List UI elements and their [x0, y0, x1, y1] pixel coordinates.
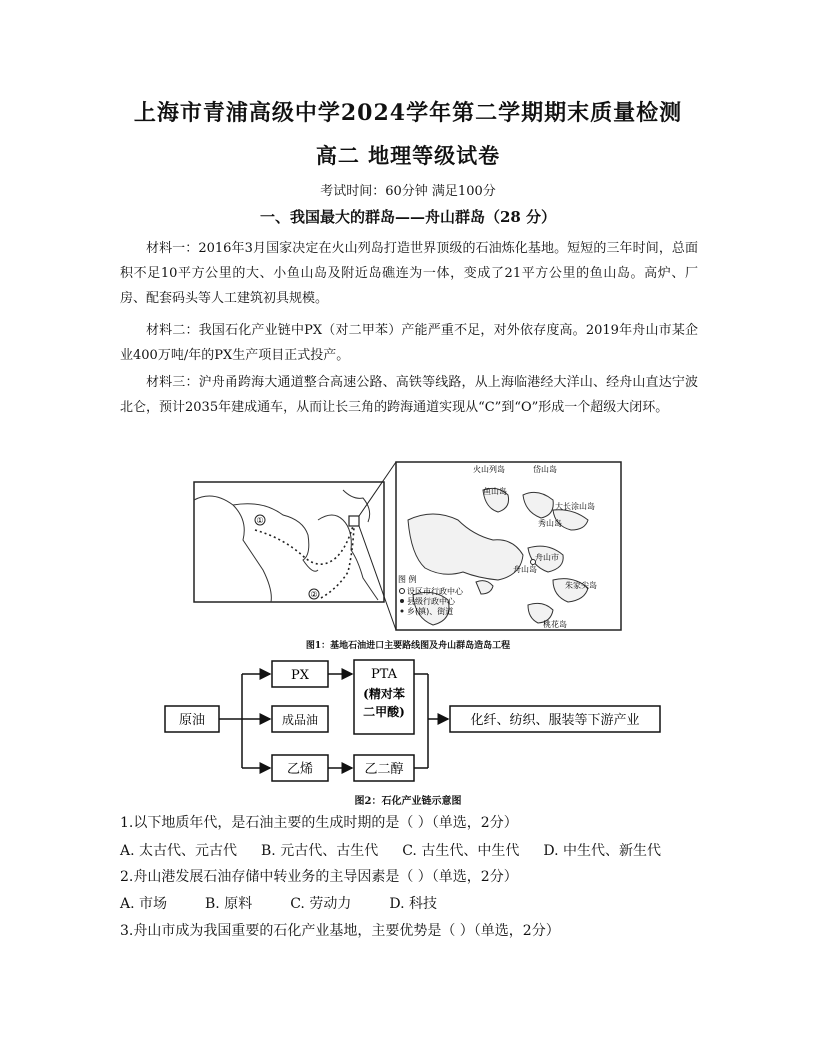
node-refined-oil: 成品油 [281, 713, 319, 727]
place-label: 舟山市 [535, 553, 559, 562]
place-label: 火山列岛 [473, 465, 505, 474]
option-c[interactable]: C. 古生代、中生代 [402, 843, 520, 859]
legend-title: 图 例 [398, 575, 417, 584]
exam-info: 考试时间：60分钟 满足100分 [320, 184, 496, 199]
legend-item: 县级行政中心 [407, 597, 455, 606]
place-label: 岱山岛 [533, 465, 557, 474]
section-heading: 一、我国最大的群岛——舟山群岛（28 分） [259, 208, 557, 226]
place-label: 舟山岛 [513, 565, 537, 574]
place-label: 大长涂山岛 [555, 502, 595, 511]
question-1-options [120, 840, 720, 860]
figure-2-flowchart [160, 652, 670, 788]
figure-1-caption: 图1：基地石油进口主要路线图及舟山群岛造岛工程 [305, 641, 511, 651]
place-label: 鱼山岛 [483, 487, 507, 496]
figure-2-caption: 图2：石化产业链示意图 [354, 796, 462, 807]
node-ethylene: 乙烯 [286, 762, 314, 777]
question-2: 2.舟山港发展石油存储中转业务的主导因素是（ ）（单选，2分） [120, 869, 518, 885]
exam-title: 上海市青浦高级中学2024学年第二学期期末质量检测 [133, 100, 683, 126]
node-pta-note: (精对苯 [363, 687, 405, 701]
material-2: 材料二：我国石化产业链中PX（对二甲苯）产能严重不足，对外依存度高。2019年舟山市某企业400万吨/年的PX生产项目正式投产。 [120, 323, 698, 363]
node-crude: 原油 [178, 713, 206, 728]
question-1: 1.以下地质年代，是石油主要的生成时期的是（ ）（单选，2分） [120, 815, 518, 831]
option-b[interactable]: B. 元古代、古生代 [261, 843, 379, 859]
route-label-1: ① [256, 516, 264, 525]
material-1: 材料一：2016年3月国家决定在火山列岛打造世界顶级的石油炼化基地。短短的三年时间，总面积不足10平方公里的大、小鱼山岛及附近岛礁连为一体，变成了21平方公里的鱼山岛。高炉、厂房、配套码头等人工建筑初具规模。 [120, 241, 698, 306]
node-pta-note-2: 二甲酸) [363, 705, 405, 719]
legend-item: 乡(镇)、街道 [407, 607, 454, 616]
place-label: 秀山岛 [538, 519, 562, 528]
node-downstream: 化纤、纺织、服装等下游产业 [470, 713, 640, 728]
option-b[interactable]: B. 原料 [205, 896, 253, 912]
route-label-2: ② [310, 590, 318, 599]
material-3: 材料三：沪舟甬跨海大通道整合高速公路、高铁等线路，从上海临港经大洋山、经舟山直达宁波北仑，预计2035年建成通车，从而让长三角的跨海通道实现从“C”到“O”形成一个超级大闭环。 [120, 375, 698, 415]
option-a[interactable]: A. 市场 [120, 896, 168, 912]
node-glycol: 乙二醇 [364, 762, 404, 777]
place-label: 桃花岛 [543, 620, 567, 629]
node-pta: PTA [370, 667, 398, 682]
question-2-options [120, 893, 720, 913]
exam-subtitle: 高二 地理等级试卷 [315, 143, 501, 168]
question-3: 3.舟山市成为我国重要的石化产业基地，主要优势是（ ）（单选，2分） [120, 923, 560, 939]
node-px: PX [290, 668, 310, 683]
option-d[interactable]: D. 科技 [389, 896, 437, 912]
option-a[interactable]: A. 太古代、元古代 [120, 843, 238, 859]
figure-1-map [193, 460, 623, 632]
option-d[interactable]: D. 中生代、新生代 [543, 843, 661, 859]
legend-item: 设区市行政中心 [407, 587, 463, 596]
place-label: 朱家尖岛 [565, 581, 597, 590]
option-c[interactable]: C. 劳动力 [290, 896, 352, 912]
